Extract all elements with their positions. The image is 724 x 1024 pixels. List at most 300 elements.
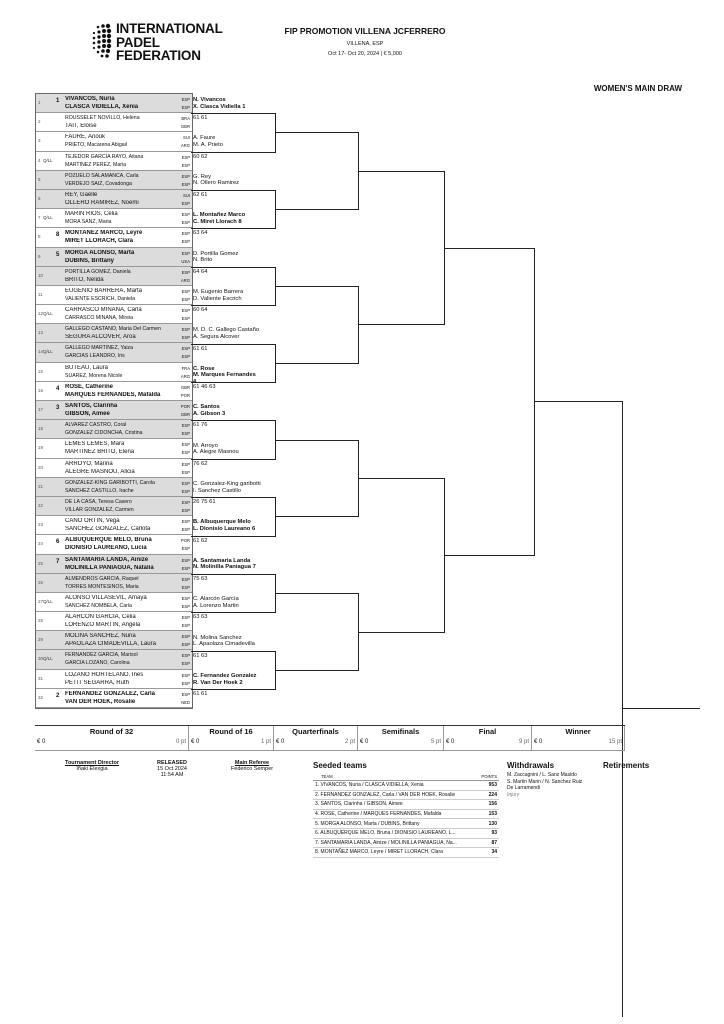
seed-number: 6: [56, 539, 60, 546]
team-player: N. Vivancos: [193, 97, 226, 103]
team-player: D. Portilla Gomez: [193, 250, 239, 257]
team-player: M. Arroyo: [193, 442, 218, 449]
draw-position: 21: [38, 483, 44, 489]
seed-number: 3: [56, 405, 60, 411]
player-name: LOZANO HORTELANO, Ines: [65, 671, 144, 678]
draw-position: 6: [38, 195, 41, 201]
country-code: ESP: [181, 480, 190, 486]
draw-position: 16: [38, 387, 44, 393]
country-code: ESP: [181, 105, 190, 110]
draw-position: 19: [38, 445, 44, 451]
seed-number: 1: [56, 98, 60, 104]
draw-entry-row: [36, 171, 192, 190]
draw-entry-row: [36, 132, 192, 151]
match-score: 64 64: [193, 268, 208, 275]
round-name: Quarterfinals: [292, 727, 339, 736]
player-name: ALBUQUERQUE MELO, Bruna: [65, 537, 152, 544]
round-cell: [532, 726, 625, 750]
country-code: FRA: [181, 365, 190, 371]
seeded-team-row: [313, 781, 499, 791]
round-cell: [358, 726, 444, 750]
player-name: MONTAÑEZ MARCO, Leyre: [65, 230, 143, 237]
draw-entry-row: [36, 286, 192, 305]
team-player: L. Montañez Marco: [193, 212, 246, 219]
r16-winner: [193, 596, 239, 609]
bracket-line: [191, 305, 275, 306]
team-player: A. Gibson 3: [193, 410, 226, 417]
country-code: ESP: [181, 450, 190, 456]
seeded-team-name: 8. MONTAÑEZ MARCO, Leyre / MIRET LLORACH, Clara: [315, 849, 443, 856]
country-code: ESP: [181, 519, 190, 525]
player-name: ALEGRE MASNOU, Alicia: [65, 468, 135, 475]
match-score: 60 64: [193, 307, 208, 314]
draw-position: 1: [38, 100, 41, 105]
draw-position: 7: [38, 215, 41, 221]
bracket-line: [358, 632, 444, 633]
r16-winner: [193, 97, 245, 110]
draw-position: 4: [38, 157, 41, 163]
round-points: 15 pt: [608, 739, 622, 745]
player-name: PORTILLA GOMEZ, Daniela: [65, 268, 131, 275]
released-time: 11:54 AM: [160, 772, 184, 778]
player-name: MOLINA SANCHEZ, Nuria: [65, 633, 136, 640]
round-points: 0 pt: [175, 739, 186, 745]
team-player: C. Rose: [193, 365, 215, 372]
player-name: SANCHEZ CASTILLO, Irache: [65, 487, 134, 494]
seeded-table-header: [313, 772, 499, 781]
team-player: A. Segura Alcover: [193, 333, 240, 340]
country-code: ESP: [181, 584, 190, 590]
team-player: M. Eugenio Barrera: [193, 289, 244, 295]
country-code: ESP: [181, 595, 190, 601]
round-prize: € 0: [360, 739, 369, 745]
draw-position: 13: [38, 330, 44, 336]
player-name: LORENZO MARTIN, Angela: [65, 622, 141, 629]
seeded-team-row: [313, 829, 499, 839]
country-code: ESP: [181, 546, 190, 552]
player-name: SANCHEZ NOMBELA, Carla: [65, 602, 132, 609]
player-name: FAURE, Anouk: [65, 134, 106, 141]
match-score: 26 75 61: [193, 499, 216, 506]
r16-winner: [193, 443, 239, 456]
draw-position: 3: [38, 138, 41, 144]
seeded-teams-table: [313, 772, 499, 858]
bracket-line: [191, 382, 275, 383]
country-code: ARG: [180, 277, 190, 283]
player-name: TEJEDOR GARCIA RAYO, Aitana: [65, 153, 144, 160]
draw-position: 9: [38, 253, 41, 259]
draw-position: 26: [38, 579, 44, 585]
r16-winner: [193, 558, 256, 571]
bracket-line: [444, 555, 534, 556]
seeded-team-points: 953: [488, 782, 497, 789]
player-name: GONZALEZ CIDONCHA, Cristina: [65, 430, 143, 437]
draw-position: 25: [38, 560, 44, 566]
draw-position: 15: [38, 368, 44, 374]
player-name: CLASCA VIDIELLA, Xenia: [65, 104, 139, 110]
seeded-team-points: 87: [491, 839, 497, 846]
team-player: C. Fernandez Gonzalez: [193, 673, 257, 679]
seeded-team-row: [313, 839, 499, 849]
player-name: DE LA CASA, Teresa Casero: [65, 498, 132, 505]
team-player: C. Santos: [193, 404, 220, 411]
seeded-team-row: [313, 791, 499, 801]
draw-entry-row: [36, 94, 192, 113]
player-name: GALLEGO CASTAÑO, Maria Del Carmen: [65, 326, 161, 333]
r16-winner: [193, 404, 225, 417]
player-name: REY, Gaelle: [65, 191, 98, 198]
bracket-line: [275, 286, 358, 287]
draw-entry-row: [36, 420, 192, 439]
match-score: 61 63: [193, 652, 208, 659]
bracket-line: [275, 363, 358, 364]
country-code: ESP: [181, 499, 190, 505]
country-code: ESP: [181, 565, 190, 571]
round-prize: € 0: [276, 739, 285, 745]
released-info: [140, 760, 204, 778]
player-name: FERNANDEZ GONZALEZ, Carla: [65, 690, 156, 697]
team-player: B. Albuquerque Melo: [193, 519, 251, 526]
bracket-line: [275, 209, 358, 210]
bracket-line: [191, 113, 275, 114]
seeded-team-points: 156: [488, 801, 497, 808]
seed-number: 2: [56, 692, 60, 699]
player-name: VIVANCOS, Nuria: [65, 96, 115, 102]
country-code: ESP: [181, 642, 190, 648]
seeded-team-name: 6. ALBUQUERQUE MELO, Bruna / DIONISIO LAUREANO, L...: [315, 830, 456, 837]
country-code: ESP: [181, 212, 190, 218]
draw-entry-row: [36, 535, 192, 554]
country-code: POR: [180, 538, 190, 544]
team-player: D. Valiente Escrich: [193, 295, 242, 302]
referee-label: Main Referee: [234, 760, 270, 766]
player-name: GARCIAS LEANDRO, Iris: [65, 353, 125, 360]
player-name: SANTAMARIA LANDA, Ainize: [65, 556, 149, 563]
country-code: ESP: [181, 308, 190, 314]
retirements-title: Retirements: [603, 761, 650, 770]
player-name: BUTEAU, Laura: [65, 364, 109, 371]
player-name: BRITO, Nelida: [65, 276, 104, 283]
country-code: ESP: [181, 507, 190, 513]
country-code: ESP: [181, 576, 190, 582]
bracket-line: [358, 324, 444, 325]
round-points: 5 pt: [430, 739, 441, 745]
player-name: DUBINS, Brittany: [65, 257, 115, 264]
tournament-director: [56, 760, 128, 772]
main-referee: [220, 760, 284, 772]
country-code: ESP: [181, 296, 190, 302]
logo-line: PADEL: [116, 34, 160, 50]
country-code: ESP: [181, 469, 190, 475]
draw-entry-row: [36, 478, 192, 497]
player-name: DIONISIO LAUREANO, Lucia: [65, 545, 147, 552]
r16-winner: [193, 673, 256, 686]
team-player: I. Sanchez Castillo: [193, 487, 242, 494]
withdrawal-entry: M. Zaccagnini / L. Sanz Masido: [507, 772, 577, 778]
round-name: Final: [478, 727, 497, 736]
draw-position: 29: [38, 637, 44, 643]
points-column-header: POINTS: [481, 773, 497, 779]
draw-entry-row: [36, 631, 192, 650]
seed-number: 5: [56, 251, 60, 258]
country-code: ESP: [181, 335, 190, 341]
player-name: FERNANDEZ GARCIA, Marisol: [65, 652, 138, 659]
match-score: 76 62: [193, 460, 208, 467]
country-code: ESP: [181, 239, 190, 245]
player-name: MARQUES FERNANDES, Mafalda: [65, 391, 161, 398]
draw-entry-row: [36, 382, 192, 401]
player-name: CANO ORTIN, Vega: [65, 518, 120, 525]
country-code: ESP: [181, 250, 190, 256]
round-prize: € 0: [37, 739, 46, 745]
bracket-line: [358, 478, 444, 479]
match-score: 61 62: [193, 537, 208, 544]
country-code: POR: [180, 404, 190, 409]
draw-position: 10: [38, 272, 44, 278]
match-score: 63 64: [193, 230, 208, 237]
draw-entry-row: [36, 228, 192, 247]
draw-position: 17: [38, 407, 44, 412]
r16-winner: [193, 327, 259, 340]
bracket-line: [275, 440, 358, 441]
country-code: ESP: [181, 316, 190, 322]
country-code: ESP: [181, 231, 190, 237]
country-code: GBR: [180, 412, 190, 417]
seeded-team-name: 1. VIVANCOS, Nuria / CLASCA VIDIELLA, Xenia: [315, 782, 424, 789]
team-player: L. Apaolaza Cimadevilla: [193, 641, 255, 648]
country-code: ESP: [181, 634, 190, 640]
country-code: ESP: [181, 173, 190, 179]
seeded-team-points: 224: [488, 791, 497, 798]
bracket-line: [191, 536, 275, 537]
team-column-header: TEAM: [321, 773, 333, 779]
team-player: C. Gonzalez-King garibotti: [193, 481, 261, 487]
country-code: ESP: [181, 327, 190, 333]
bracket-line: [534, 401, 622, 402]
round-cell: [189, 726, 274, 750]
bracket-line: [191, 612, 275, 613]
country-code: ESP: [181, 557, 190, 563]
seeded-team-row: [313, 848, 499, 858]
draw-entry-row: [36, 324, 192, 343]
draw-position: 30: [38, 656, 44, 662]
player-name: MARIN RIOS, Celia: [65, 211, 118, 218]
draw-entry-row: [36, 689, 192, 708]
player-name: VILLAR GONZALEZ, Carmen: [65, 506, 134, 513]
country-code: ESP: [181, 653, 190, 659]
seeded-team-row: [313, 800, 499, 810]
team-player: A. Faure: [193, 135, 216, 142]
draw-position: 20: [38, 464, 44, 470]
country-code: ESP: [181, 181, 190, 187]
round-name: Round of 32: [89, 727, 134, 736]
match-score: 62 61: [193, 192, 208, 198]
team-player: R. Van Der Hoek 2: [193, 679, 243, 686]
round-cell: [444, 726, 532, 750]
player-name: APAOLAZA CIMADEVILLA, Laura: [65, 641, 156, 648]
player-name: SEGURA ALCOVER, Aroa: [65, 334, 136, 341]
player-name: CARRASCO MIÑANA, Mireia: [65, 315, 134, 322]
country-code: ESP: [181, 220, 190, 226]
bracket-line: [191, 344, 275, 345]
draw-entry-row: [36, 650, 192, 669]
country-code: ESP: [181, 442, 190, 448]
seeded-teams-title: Seeded teams: [313, 761, 367, 770]
seeded-team-row: [313, 819, 499, 829]
draw-position: 18: [38, 426, 44, 432]
player-name: VERDEJO SAIZ, Covadonga: [65, 180, 132, 187]
country-code: ESP: [181, 423, 190, 429]
draw-entry-row: [36, 363, 192, 382]
draw-entry-row: [36, 459, 192, 478]
draw-position: 22: [38, 502, 44, 508]
draw-position: 5: [38, 176, 41, 182]
player-name: POZUELO SALAMANCA, Carla: [65, 172, 139, 179]
round-prize: € 0: [191, 739, 200, 745]
player-name: PETIT SEGARRA, Ruth: [65, 679, 129, 686]
round-name: Winner: [565, 727, 591, 736]
r16-winner: [193, 481, 261, 494]
draw-position: 8: [38, 234, 41, 240]
bracket-line: [275, 516, 358, 517]
player-name: VAN DER HOEK, Rosalie: [65, 698, 136, 705]
withdrawal-reason: Injury: [507, 791, 520, 798]
round-points: 9 pt: [518, 739, 529, 745]
player-name: MARTINEZ BRITO, Elena: [65, 449, 135, 456]
bracket-line: [275, 132, 358, 133]
team-player: N. Molinilla Paniagua 7: [193, 564, 256, 571]
player-name: ALVAREZ CASTRO, Coral: [65, 422, 127, 429]
player-name: TAIT, Eloise: [65, 123, 97, 130]
country-code: POR: [180, 392, 190, 398]
draw-entry-row: [36, 209, 192, 228]
match-score: 63 63: [193, 614, 208, 621]
withdrawals-list: [507, 772, 597, 798]
r16-winner: [193, 212, 245, 225]
country-code: ESP: [181, 672, 190, 678]
match-score: 61 46 63: [193, 384, 216, 390]
player-name: SANCHEZ GONZALEZ, Carlota: [65, 526, 151, 533]
bracket-line: [191, 267, 275, 268]
country-code: ESP: [181, 603, 190, 609]
team-player: C. Miret Llorach 8: [193, 218, 242, 225]
bracket-line: [275, 670, 358, 671]
player-name: EUGENIO BARRERA, Marta: [65, 287, 143, 294]
country-code: ESP: [181, 461, 190, 467]
player-name: LEMES LEMES, Mara: [65, 441, 125, 448]
team-player: M. A. Prieto: [193, 141, 223, 148]
team-player: M. D. C. Gallego Castaño: [193, 327, 260, 334]
director-name: Iñaki Elexgia: [76, 766, 108, 772]
round-name: Round of 16: [209, 727, 253, 736]
team-player: N. Ollero Ramirez: [193, 180, 240, 187]
director-label: Tournament Director: [65, 760, 119, 766]
player-name: ROSE, Catherine: [65, 383, 114, 390]
draw-entry-row: [36, 343, 192, 362]
draw-position: 12: [38, 311, 44, 317]
fip-logo-icon: [88, 20, 114, 62]
draw-title: WOMEN'S MAIN DRAW: [593, 84, 682, 93]
match-score: 61 61: [193, 691, 208, 698]
player-name: ALARCÓN GARCÍA, Celia: [65, 614, 136, 621]
round-points: 2 pt: [344, 739, 355, 745]
fip-logo-text: [116, 22, 223, 63]
draw-entry-row: [36, 305, 192, 324]
seeded-team-name: 5. MORGA ALONSO, Marta / DUBINS, Brittany: [315, 820, 420, 827]
player-name: ROUSSELET NOVILLO, Helena: [65, 115, 140, 122]
bracket-line: [358, 171, 444, 172]
team-player: N. Molina Sanchez: [193, 634, 242, 641]
round-name: Semifinals: [381, 727, 420, 736]
seeded-team-points: 153: [488, 811, 497, 818]
country-code: GBR: [180, 384, 190, 390]
withdrawals-title: Withdrawals: [507, 761, 555, 770]
match-score: 75 63: [193, 576, 208, 582]
tournament-dates: Oct 17- Oct 20, 2024 | € 5,000: [328, 51, 402, 57]
seeded-team-points: 34: [491, 849, 497, 856]
country-code: ESP: [181, 354, 190, 360]
country-code: ESP: [181, 623, 190, 629]
round-prize: € 0: [446, 739, 455, 745]
country-code: ESP: [181, 680, 190, 686]
seeded-team-points: 93: [491, 830, 497, 837]
draw-position: 14: [38, 349, 44, 355]
bracket-line: [191, 152, 275, 153]
team-player: A. Santamaria Landa: [193, 557, 251, 564]
logo-line: FEDERATION: [116, 48, 201, 63]
draw-entry-row: [36, 267, 192, 286]
bracket-line: [191, 228, 275, 229]
player-name: GARCÍA LOZANO, Carolina: [65, 660, 130, 667]
seeded-team-name: 3. SANTOS, Clarinha / GIBSON, Aimee: [315, 801, 403, 808]
player-name: PRIETO, Macarena Abigail: [65, 142, 127, 149]
country-code: GBR: [180, 124, 190, 130]
withdrawal-entry: S. Martin Marin / N. Sanchez Ruiz: [507, 778, 583, 785]
referee-name: Federico Semper: [230, 766, 274, 772]
match-score: 61 76: [193, 422, 208, 429]
round-points: 1 pt: [260, 739, 271, 745]
bracket-line: [191, 459, 275, 460]
player-name: TORRES MONTESINOS, Maria: [65, 583, 139, 590]
country-code: ARG: [180, 143, 190, 149]
draw-position: 2: [38, 119, 41, 125]
entry-type: Q/LL: [43, 215, 53, 221]
player-name: VALIENTE ESCRICH, Daniela: [65, 295, 135, 302]
country-code: ESP: [181, 154, 190, 160]
draw-position: 27: [38, 598, 44, 604]
team-player: C. Alarcón García: [193, 596, 239, 603]
player-name: ALONSO VILLASEVIL, Amaya: [65, 594, 147, 601]
country-code: ESP: [181, 661, 190, 667]
r16-winner: [193, 135, 223, 148]
country-code: ESP: [181, 488, 190, 494]
r16-winner: [193, 289, 243, 302]
player-name: MORA SANZ, Maria: [65, 219, 112, 226]
fip-logo: [88, 20, 114, 62]
player-name: CARRASCO MIÑANA, Carla: [65, 307, 142, 314]
released-label: RELEASED: [157, 760, 187, 766]
logo-line: INTERNATIONAL: [116, 21, 223, 36]
player-name: ARROYO, Marina: [65, 460, 113, 467]
bracket-line: [444, 248, 534, 249]
match-score: 61 61: [193, 345, 208, 352]
player-name: MIRET LLORACH, Clara: [65, 238, 134, 245]
r16-winner: [193, 251, 238, 264]
team-player: M. Marques Fernandes: [193, 372, 256, 379]
player-name: OLLERO RAMIREZ, Noemi: [65, 199, 139, 206]
round-cell: [274, 726, 358, 750]
player-name: MOLINILLA PANIAGUA, Natalia: [65, 564, 154, 571]
